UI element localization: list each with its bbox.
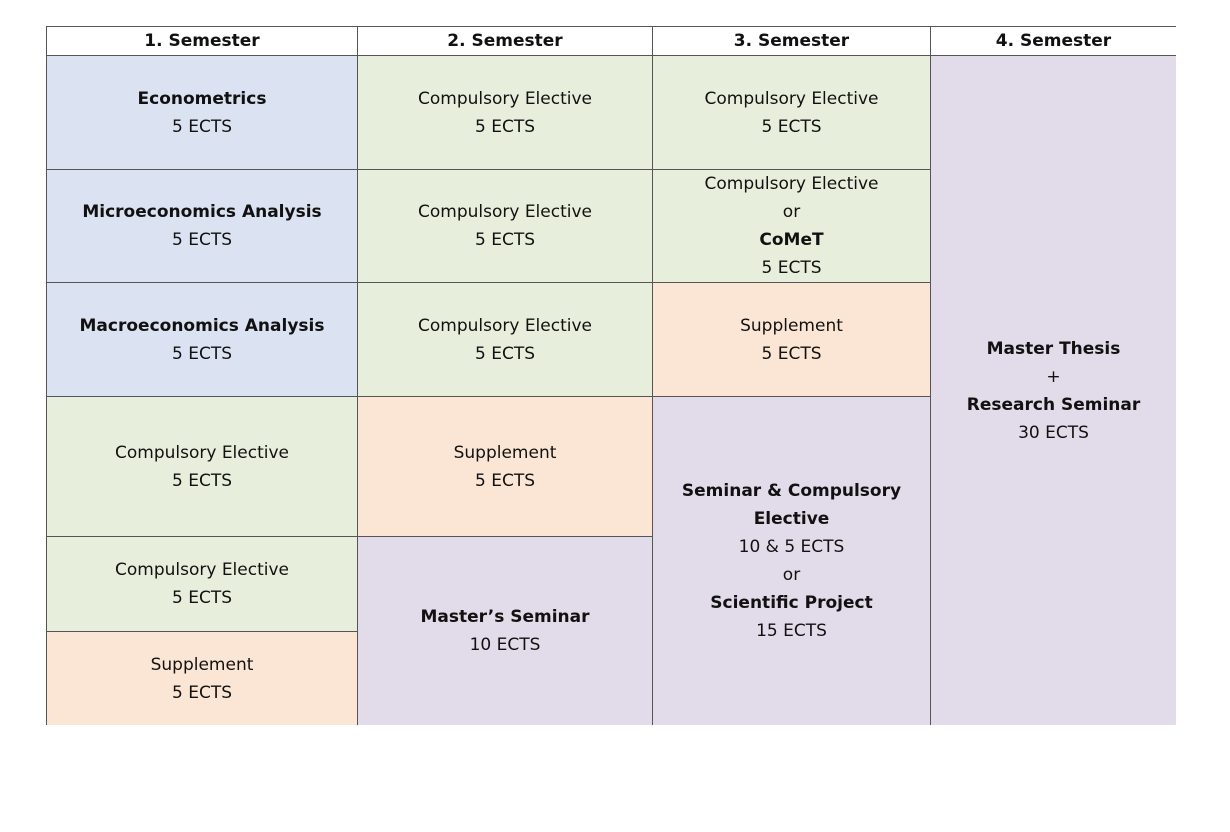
module-ects: 5 ECTS — [171, 470, 232, 491]
module-compulsory-elective — [652, 55, 930, 169]
module-ects: 5 ECTS — [171, 588, 232, 608]
module-title: Compulsory Elective — [417, 202, 592, 222]
module-alt-title: Scientific Project — [710, 593, 873, 613]
module-alt-title: Research Seminar — [966, 394, 1141, 415]
module-alt-title: CoMeT — [759, 230, 824, 250]
module-masters-seminar — [357, 536, 652, 725]
module-ects: 5 ECTS — [474, 343, 535, 364]
module-title: Compulsory Elective — [704, 174, 879, 194]
module-title: Compulsory Elective — [704, 88, 879, 109]
module-ects: 30 ECTS — [1018, 422, 1089, 443]
header-semester-1: 1. Semester — [46, 26, 357, 55]
header-semester-2: 2. Semester — [357, 26, 652, 55]
module-title: Compulsory Elective — [114, 442, 289, 463]
or-label: or — [782, 202, 801, 222]
header-semester-3: 3. Semester — [652, 26, 930, 55]
module-master-thesis — [930, 55, 1176, 725]
module-microeconomics-analysis — [46, 169, 357, 282]
module-econometrics — [46, 55, 357, 169]
module-ects: 5 ECTS — [761, 258, 822, 278]
module-supplement — [46, 631, 357, 725]
module-ects: 5 ECTS — [474, 230, 535, 250]
module-title: Seminar & Compulsory Elective — [681, 481, 902, 529]
module-compulsory-elective — [357, 169, 652, 282]
module-title: Master’s Seminar — [420, 607, 590, 627]
or-label: or — [782, 565, 801, 585]
module-title: Supplement — [150, 654, 254, 675]
module-ects: 10 ECTS — [469, 635, 541, 655]
module-title: Compulsory Elective — [417, 88, 592, 109]
module-ects: 5 ECTS — [171, 682, 232, 703]
module-ects: 5 ECTS — [474, 116, 535, 137]
module-ects: 5 ECTS — [761, 343, 822, 364]
module-ects: 5 ECTS — [171, 343, 232, 364]
module-macroeconomics-analysis — [46, 282, 357, 396]
module-compulsory-elective — [357, 282, 652, 396]
plus-label: + — [1046, 366, 1061, 387]
module-title: Compulsory Elective — [114, 560, 289, 580]
semester-plan-table — [46, 26, 1176, 725]
module-compulsory-elective — [46, 396, 357, 536]
module-ects: 5 ECTS — [474, 470, 535, 491]
module-supplement — [357, 396, 652, 536]
module-title: Macroeconomics Analysis — [79, 315, 325, 336]
module-compulsory-elective — [357, 55, 652, 169]
module-alt-ects: 15 ECTS — [756, 621, 827, 641]
module-title: Microeconomics Analysis — [82, 202, 322, 222]
header-semester-4: 4. Semester — [930, 26, 1176, 55]
module-ects: 10 & 5 ECTS — [738, 537, 845, 557]
module-ects: 5 ECTS — [171, 230, 232, 250]
module-compulsory-elective — [46, 536, 357, 631]
module-ects: 5 ECTS — [171, 116, 232, 137]
module-title: Compulsory Elective — [417, 315, 592, 336]
module-title: Master Thesis — [986, 338, 1121, 359]
module-supplement — [652, 282, 930, 396]
module-seminar-or-scientific-project — [652, 396, 930, 725]
module-title: Supplement — [453, 442, 557, 463]
module-ects: 5 ECTS — [761, 116, 822, 137]
module-title: Supplement — [740, 315, 843, 336]
module-title: Econometrics — [137, 88, 267, 109]
module-elective-or-comet — [652, 169, 930, 282]
